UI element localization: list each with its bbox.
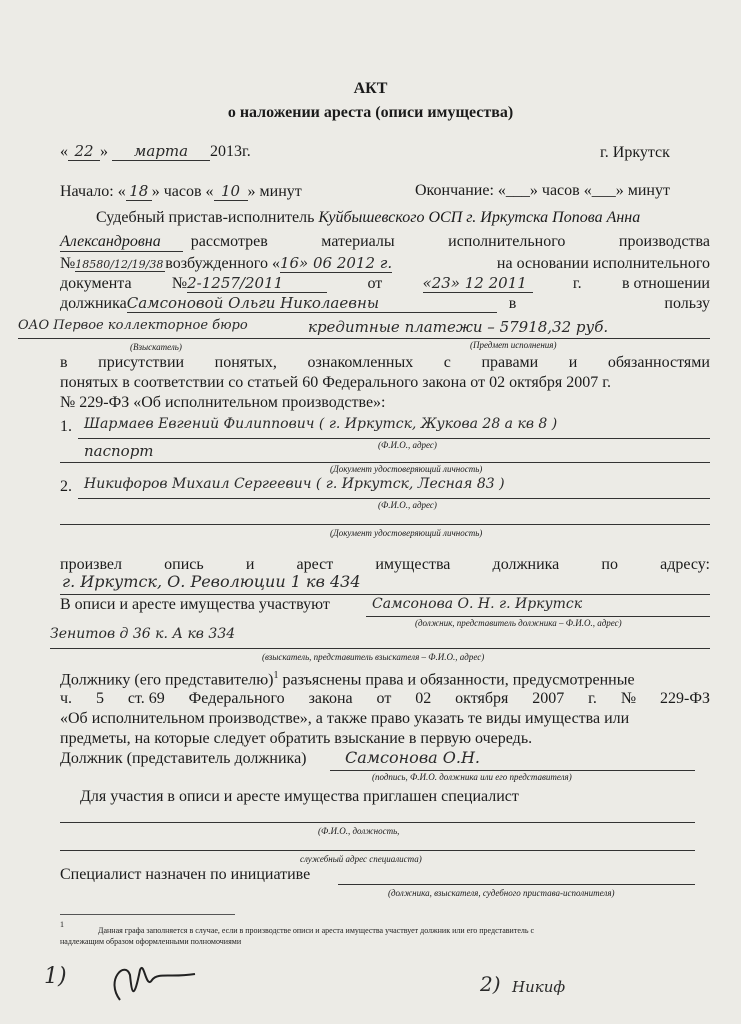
- rights-line-3: «Об исполнительном производстве», а также право указать те виды имущества или: [60, 710, 630, 727]
- word: 2007: [532, 690, 565, 707]
- participants-debtor: Самсонова О. Н. г. Иркутск: [372, 596, 583, 612]
- start-hours: 18: [126, 182, 152, 201]
- execution-subject: кредитные платежи – 57918,32 руб.: [308, 318, 609, 336]
- debtor-label: должника: [60, 295, 127, 312]
- witness-1-name: Шармаев Евгений Филиппович ( г. Иркутск, Жукова 28 а кв 8 ): [84, 416, 558, 432]
- footnote-line-2: надлежащим образом оформленными полномочиями: [60, 937, 242, 946]
- participants-creditor: Зенитов д 36 к. А кв 334: [50, 626, 236, 642]
- word: присутствии: [98, 354, 185, 371]
- debtor-signature-name: Самсонова О.Н.: [345, 748, 480, 767]
- specialist-fio-line: [60, 822, 695, 823]
- start-minutes: 10: [214, 182, 248, 201]
- word: 02: [415, 690, 432, 707]
- start-time: [60, 182, 302, 201]
- word: адресу:: [660, 556, 710, 573]
- word: опись: [164, 556, 204, 573]
- word: правами: [481, 354, 539, 371]
- word: октября: [455, 690, 509, 707]
- word: от: [376, 690, 392, 707]
- creditor-caption: (Взыскатель): [130, 342, 182, 352]
- footnote-line-1: Данная графа заполняется в случае, если в производстве описи и ареста имущества участвует должник или его представитель с: [98, 926, 535, 935]
- date-line: « 22 » марта 2013г.: [60, 142, 251, 160]
- debtor-sign-caption: (подпись, Ф.И.О. должника или его представителя): [372, 772, 572, 782]
- inventory-address: г. Иркутск, О. Революции 1 кв 434: [62, 572, 361, 591]
- word: материалы: [321, 233, 395, 250]
- creditor-name: ОАО Первое коллекторное бюро: [18, 318, 248, 333]
- rights-line-4: предметы, на которые следует обратить взыскание в первую очередь.: [60, 730, 533, 747]
- witness-1-document: паспорт: [84, 442, 154, 460]
- debtor-name: Самсоновой Ольги Николаевны: [127, 294, 497, 313]
- document-label: документа: [60, 275, 132, 292]
- regarding-label: в отношении: [621, 275, 710, 292]
- minutes-label: » минут: [247, 183, 302, 200]
- witness-2-caption: (Ф.И.О., адрес): [378, 500, 437, 510]
- body-line-3: [60, 254, 710, 273]
- word: арест: [296, 556, 334, 573]
- word: рассмотрев: [190, 233, 268, 250]
- signature-1-scribble: [100, 950, 210, 1010]
- word: ознакомленных: [307, 354, 414, 371]
- witness-2-doc-caption: (Документ удостоверяющий личность): [330, 528, 483, 538]
- bailiff-label: Судебный пристав-исполнитель: [96, 209, 315, 226]
- specialist-assigned-line: [338, 884, 695, 885]
- specialist-address-caption: служебный адрес специалиста): [300, 854, 422, 864]
- presence-line-3: № 229-ФЗ «Об исполнительном производстве»:: [60, 394, 386, 411]
- word: г.: [588, 690, 597, 707]
- no-sign: №: [60, 255, 76, 272]
- signature-2-number: 2): [480, 972, 501, 996]
- hours-label: » часов «: [151, 183, 214, 200]
- specialist-fio-caption: (Ф.И.О., должность,: [318, 826, 400, 836]
- specialist-assigned-label: Специалист назначен по инициативе: [60, 866, 311, 883]
- word: исполнительного: [448, 233, 566, 250]
- word: 5: [95, 690, 104, 707]
- initiated-label: возбужденного «: [165, 255, 280, 272]
- doc-subtitle: о наложении ареста (описи имущества): [227, 104, 514, 121]
- witness-2-name: Никифоров Михаил Сергеевич ( г. Иркутск, Лесная 83 ): [84, 476, 505, 492]
- body-line-1: [96, 209, 640, 227]
- word: понятых,: [214, 354, 277, 371]
- witness-1-number: 1.: [60, 418, 72, 435]
- presence-line-1: [60, 354, 710, 372]
- footnote-separator: [60, 914, 235, 915]
- witness-1-caption: (Ф.И.О., адрес): [378, 440, 437, 450]
- witness-2-doc-line: [60, 524, 710, 525]
- rights-line-2: [60, 690, 710, 708]
- end-time: Окончание: «___» часов «___» минут: [415, 182, 670, 199]
- bailiff-name-2: Александровна: [60, 233, 183, 252]
- signature-1-number: 1): [44, 964, 67, 989]
- witness-1-doc-caption: (Документ удостоверяющий личность): [330, 464, 483, 474]
- witness-1-doc-line: [60, 462, 710, 463]
- word: и: [245, 556, 255, 573]
- city: г. Иркутск: [600, 144, 670, 161]
- footnote-number: 1: [60, 920, 64, 929]
- creditor-subject-line: [18, 318, 710, 339]
- document-date: «23» 12 2011: [423, 274, 533, 293]
- word: и: [568, 354, 578, 371]
- word: обязанностями: [607, 354, 710, 371]
- word: имущества: [375, 556, 451, 573]
- body-line-4: [60, 274, 710, 293]
- presence-line-2: понятых в соответствии со статьей 60 Федерального закона от 02 октября 2007 г.: [60, 374, 612, 391]
- participants-label: В описи и аресте имущества участвуют: [60, 596, 330, 613]
- start-label: Начало: «: [60, 183, 126, 200]
- bailiff-name-1: Куйбышевского ОСП г. Иркутска Попова Анна: [318, 209, 641, 226]
- participants-debtor-caption: (должник, представитель должника – Ф.И.О., адрес): [415, 618, 622, 628]
- word: №: [620, 690, 637, 707]
- case-number: 18580/12/19/38: [75, 258, 164, 271]
- word: Федерального: [188, 690, 285, 707]
- subject-caption: (Предмет исполнения): [470, 340, 557, 350]
- address-line: [60, 594, 710, 595]
- favor-word: пользу: [664, 295, 710, 312]
- rights-text-b: разъяснены права и обязанности, предусмотренные: [278, 671, 635, 689]
- initiated-date: 16» 06 2012 г.: [279, 254, 393, 272]
- witness-1-line: [78, 438, 710, 439]
- specialist-assigned-caption: (должника, взыскателя, судебного пристава-исполнителя): [388, 888, 615, 898]
- signature-2-scribble: Никиф: [512, 978, 566, 996]
- word: закона: [308, 690, 353, 707]
- witness-2-number: 2.: [60, 478, 72, 495]
- year-abbr: г.: [572, 275, 582, 292]
- in-word: в: [508, 295, 517, 312]
- word: должника: [492, 556, 560, 573]
- from-label: от: [367, 275, 383, 292]
- word: 229-ФЗ: [660, 690, 710, 707]
- body-line-2: [60, 233, 710, 252]
- footnote-ref: 1: [273, 670, 279, 681]
- participants-line: [366, 616, 710, 617]
- doc-title: АКТ: [353, 80, 388, 97]
- debtor-sign-line: [330, 770, 695, 771]
- specialist-invited: Для участия в описи и аресте имущества приглашен специалист: [80, 788, 519, 805]
- word: производства: [618, 233, 710, 250]
- date-year: 2013г.: [210, 143, 251, 160]
- word: в: [60, 354, 68, 371]
- creditor-rep-line: [50, 648, 710, 649]
- date-month: марта: [112, 142, 210, 161]
- no-sign: №: [171, 275, 188, 292]
- witness-2-line: [78, 498, 710, 499]
- specialist-address-line: [60, 850, 695, 851]
- document-number: 2-1257/2011: [187, 274, 327, 293]
- body-line-5: [60, 294, 710, 313]
- debtor-sign-label: Должник (представитель должника): [60, 750, 307, 767]
- word: ст. 69: [127, 690, 165, 707]
- rights-line-1: [60, 670, 635, 689]
- word: произвел: [60, 556, 122, 573]
- basis-label: на основании исполнительного: [496, 255, 710, 272]
- word: с: [443, 354, 451, 371]
- word: ч.: [60, 690, 73, 707]
- creditor-rep-caption: (взыскатель, представитель взыскателя – Ф.И.О., адрес): [262, 652, 485, 662]
- word: по: [601, 556, 618, 573]
- rights-text-a: Должнику (его представителю): [60, 671, 274, 689]
- date-day: 22: [68, 142, 100, 161]
